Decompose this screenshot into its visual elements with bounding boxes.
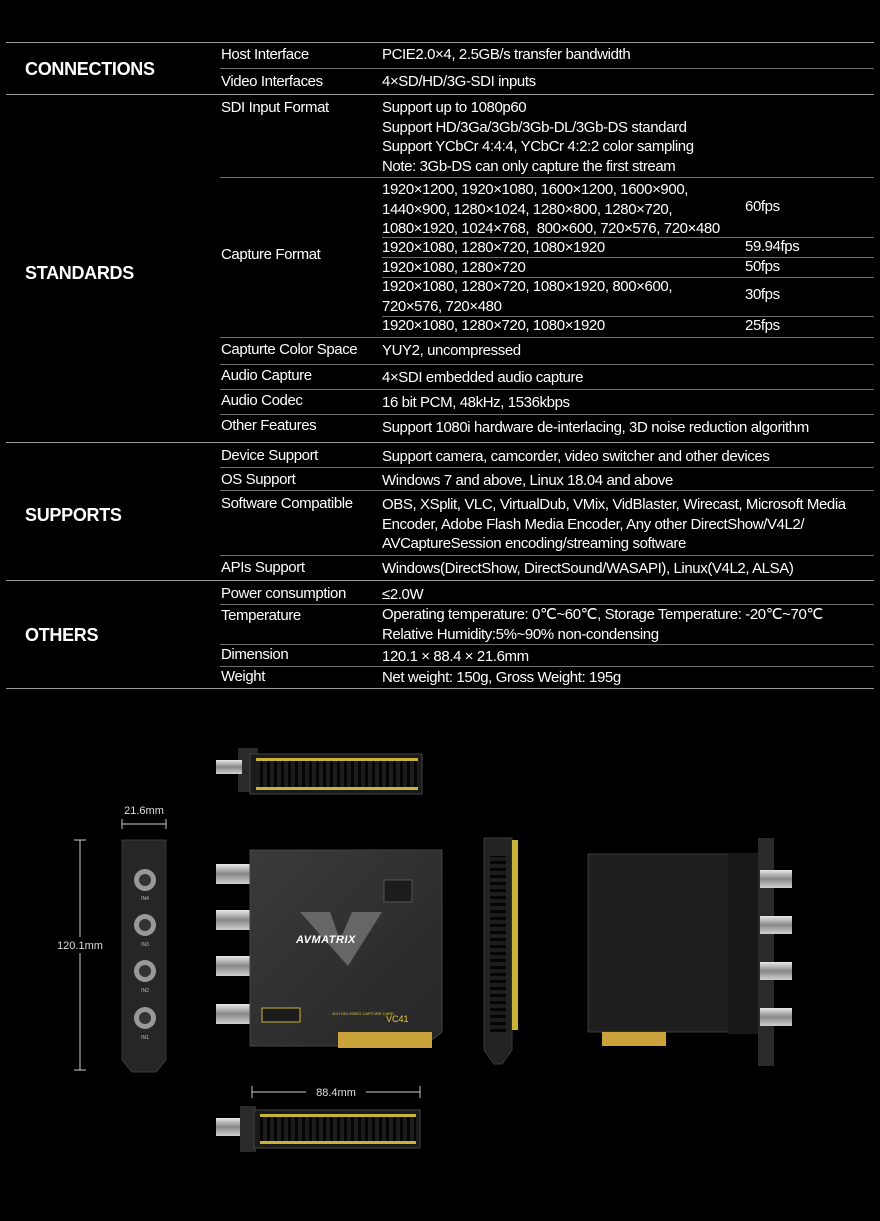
power-consumption-label: Power consumption <box>221 585 346 602</box>
weight-value: Net weight: 150g, Gross Weight: 195g <box>382 669 621 686</box>
row-divider <box>220 68 874 69</box>
other-features-value: Support 1080i hardware de-interlacing, 3D noise reduction algorithm <box>382 419 809 436</box>
capture-format-resolutions: 1920×1080, 1280×720, 1080×1920 <box>382 317 605 334</box>
capture-format-resolutions: 1920×1200, 1920×1080, 1600×1200, 1600×900, 1440×900, 1280×1024, 1280×800, 1280×720, 1080×1920, 1024×768, 800×600, 720×576, 720×480 <box>382 181 720 237</box>
row-divider <box>220 555 874 556</box>
dimension-label: Dimension <box>221 646 289 663</box>
row-divider <box>220 644 874 645</box>
row-divider <box>220 666 874 667</box>
capture-format-fps: 60fps <box>745 198 780 215</box>
capture-format-fps: 50fps <box>745 258 780 275</box>
depth-label: 21.6mm <box>124 805 164 817</box>
capture-format-label: Capture Format <box>221 246 321 263</box>
depth-dimension <box>122 805 166 829</box>
apis-support-label: APIs Support <box>221 559 305 576</box>
table-top-rule <box>6 42 874 43</box>
model-name: VC41 <box>386 1014 409 1024</box>
bracket-front-view <box>122 840 166 1072</box>
audio-codec-label: Audio Codec <box>221 392 303 409</box>
port-label: IN2 <box>141 988 149 994</box>
row-divider <box>220 177 874 178</box>
length-label: 88.4mm <box>316 1087 356 1099</box>
host-interface-label: Host Interface <box>221 46 309 63</box>
capture-color-space-label: Capturte Color Space <box>221 341 358 358</box>
device-support-value: Support camera, camcorder, video switcher and other devices <box>382 448 770 465</box>
temperature-value: Operating temperature: 0℃~60℃, Storage Temperature: -20℃~70℃ Relative Humidity:5%~90% non-condensing <box>382 606 823 643</box>
row-divider <box>220 389 874 390</box>
dimension-value: 120.1 × 88.4 × 21.6mm <box>382 648 529 665</box>
section-standards: STANDARDS <box>25 263 134 283</box>
card-caption: 4CH SDI VIDEO CAPTURE CARD <box>332 1011 395 1016</box>
audio-capture-value: 4×SDI embedded audio capture <box>382 369 584 386</box>
row-divider <box>220 337 874 338</box>
capture-format-fps: 59.94fps <box>745 238 800 255</box>
os-support-label: OS Support <box>221 471 296 488</box>
temperature-label: Temperature <box>221 607 301 624</box>
capture-format-fps: 25fps <box>745 317 780 334</box>
power-consumption-value: ≤2.0W <box>382 586 424 603</box>
height-label: 120.1mm <box>57 940 103 952</box>
software-compatible-label: Software Compatible <box>221 495 353 512</box>
apis-support-value: Windows(DirectShow, DirectSound/WASAPI), Linux(V4L2, ALSA) <box>382 560 794 577</box>
port-label: IN4 <box>141 896 149 902</box>
row-divider <box>220 467 874 468</box>
section-divider <box>6 94 874 95</box>
length-dimension <box>252 1084 420 1099</box>
port-label: IN3 <box>141 942 149 948</box>
capture-color-space-value: YUY2, uncompressed <box>382 342 521 359</box>
product-drawings <box>0 720 880 1221</box>
capture-format-resolutions: 1920×1080, 1280×720, 1080×1920 <box>382 239 605 256</box>
video-interfaces-value: 4×SD/HD/3G-SDI inputs <box>382 73 536 90</box>
section-divider <box>6 442 874 443</box>
card-back-view <box>588 838 792 1066</box>
brand-logo: AVMATRIX <box>296 934 356 946</box>
height-dimension <box>48 840 110 1070</box>
section-supports: SUPPORTS <box>25 505 122 525</box>
card-front-view <box>216 850 442 1048</box>
port-label: IN1 <box>141 1035 149 1041</box>
section-others: OTHERS <box>25 625 99 645</box>
sdi-input-format-label: SDI Input Format <box>221 99 329 116</box>
weight-label: Weight <box>221 668 266 685</box>
row-divider <box>220 414 874 415</box>
bottom-view <box>216 1106 420 1152</box>
table-bottom-rule <box>6 688 874 689</box>
other-features-label: Other Features <box>221 417 317 434</box>
device-support-label: Device Support <box>221 447 318 464</box>
software-compatible-value: OBS, XSplit, VLC, VirtualDub, VMix, VidBlaster, Wirecast, Microsoft Media Encoder, Adobe Flash Media Encoder, Any other DirectShow/V4L2/ AVCaptureSession encoding/streaming software <box>382 496 846 552</box>
sdi-input-format-value: Support up to 1080p60 Support HD/3Ga/3Gb/3Gb-DL/3Gb-DS standard Support YCbCr 4:4:4, YCbCr 4:2:2 color sampling Note: 3Gb-DS can only capture the first stream <box>382 99 694 175</box>
row-divider <box>220 364 874 365</box>
capture-format-resolutions: 1920×1080, 1280×720, 1080×1920, 800×600, 720×576, 720×480 <box>382 278 673 315</box>
os-support-value: Windows 7 and above, Linux 18.04 and above <box>382 472 673 489</box>
video-interfaces-label: Video Interfaces <box>221 73 323 90</box>
side-view <box>484 838 518 1064</box>
audio-capture-label: Audio Capture <box>221 367 312 384</box>
audio-codec-value: 16 bit PCM, 48kHz, 1536kbps <box>382 394 570 411</box>
section-connections: CONNECTIONS <box>25 59 155 79</box>
capture-format-resolutions: 1920×1080, 1280×720 <box>382 259 526 276</box>
capture-format-fps: 30fps <box>745 286 780 303</box>
section-divider <box>6 580 874 581</box>
host-interface-value: PCIE2.0×4, 2.5GB/s transfer bandwidth <box>382 46 631 63</box>
top-view <box>216 748 422 794</box>
